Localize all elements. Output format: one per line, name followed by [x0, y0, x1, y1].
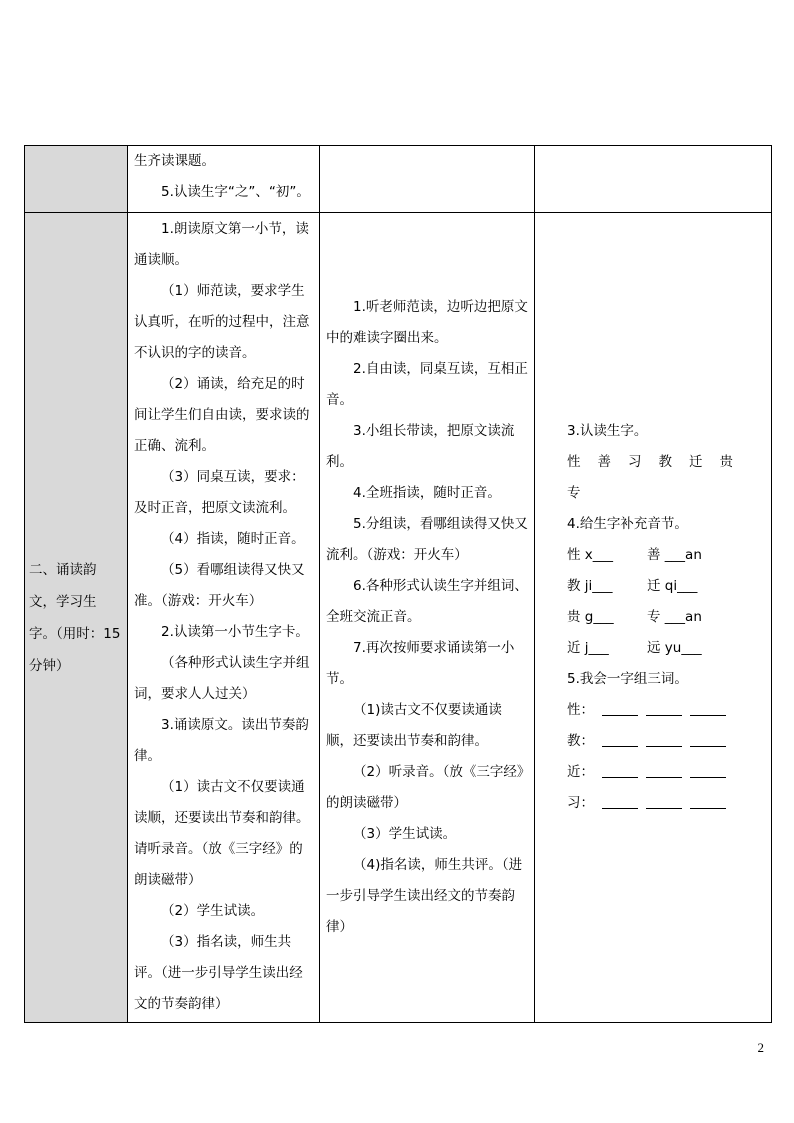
answer-blank [602, 763, 638, 778]
teacher-line: （3）指名读，师生共评。（进一步引导学生读出经文的节奏韵律） [134, 934, 303, 1012]
student-line: 2.自由读，同桌互读，互相正音。 [326, 361, 528, 408]
teacher-activity-cell [128, 146, 320, 213]
teacher-line: （1）师范读，要求学生认真听，在听的过程中，注意不认识的字的读音。 [134, 283, 310, 361]
word-row [567, 695, 765, 726]
teacher-line: （3）同桌互读，要求：及时正音，把原文读流利。 [134, 469, 305, 516]
word-char: 习： [567, 795, 594, 811]
answer-blank [690, 794, 726, 809]
table-row [25, 146, 772, 213]
word-row [567, 788, 765, 819]
pinyin-item: 迁 qi___ [647, 578, 698, 594]
student-line: 1.听老师范读，边听边把原文中的难读字圈出来。 [326, 299, 528, 346]
teacher-line: 1.朗读原文第一小节，读通读顺。 [134, 221, 309, 268]
teacher-line: （4）指读，随时正音。 [161, 531, 305, 547]
answer-blank [646, 794, 682, 809]
pinyin-item: 善 ___an [647, 547, 702, 563]
answer-blank [690, 732, 726, 747]
exercise-cell [535, 146, 772, 213]
pinyin-item: 近 j___ [567, 640, 609, 656]
student-line: 4.全班指读，随时正音。 [353, 485, 501, 501]
teacher-line: 5.认读生字“之”、“初”。 [161, 184, 310, 200]
teacher-line: （1）读古文不仅要读通读顺，还要读出节奏和韵律。请听录音。（放《三字经》的朗读磁带） [134, 779, 310, 888]
pinyin-row [567, 633, 765, 664]
student-activity-cell [320, 146, 535, 213]
word-char: 性： [567, 702, 594, 718]
teacher-line: 生齐读课题。 [134, 153, 215, 169]
pinyin-item: 贵 g___ [567, 609, 614, 625]
table-row [25, 213, 772, 1023]
teacher-line: （2）诵读，给充足的时间让学生们自由读，要求读的正确、流利。 [134, 376, 310, 454]
answer-blank [646, 763, 682, 778]
answer-blank [690, 763, 726, 778]
exercise-heading: 4.给生字补充音节。 [567, 516, 688, 532]
teacher-line: 3.诵读原文。读出节奏韵律。 [134, 717, 309, 764]
phase-label: 二、诵读韵文，学习生字。（用时：15分钟） [29, 561, 121, 674]
teacher-activity-cell [128, 213, 320, 1023]
answer-blank [646, 701, 682, 716]
teacher-line: （各种形式认读生字并组词，要求人人过关） [134, 655, 310, 702]
student-activity-cell [320, 213, 535, 1023]
exercise-cell [535, 213, 772, 1023]
page-number: 2 [757, 1040, 764, 1055]
student-line: 6.各种形式认读生字并组词、全班交流正音。 [326, 578, 528, 625]
answer-blank [690, 701, 726, 716]
student-line: 7.再次按师要求诵读第一小节。 [326, 640, 515, 687]
pinyin-item: 性 x___ [567, 547, 614, 563]
pinyin-row [567, 540, 765, 571]
word-row [567, 757, 765, 788]
pinyin-row [567, 571, 765, 602]
answer-blank [602, 794, 638, 809]
answer-blank [646, 732, 682, 747]
answer-blank [602, 701, 638, 716]
exercise-heading: 5.我会一字组三词。 [567, 671, 688, 687]
student-line: 3.小组长带读，把原文读流利。 [326, 423, 515, 470]
student-line: （2）听录音。（放《三字经》的朗读磁带） [326, 764, 524, 811]
word-char: 近： [567, 764, 594, 780]
answer-blank [602, 732, 638, 747]
teacher-line: 2.认读第一小节生字卡。 [161, 624, 309, 640]
pinyin-item: 专 ___an [647, 609, 702, 625]
student-line: （3）学生试读。 [353, 826, 457, 842]
student-line: 5.分组读，看哪组读得又快又流利。（游戏：开火车） [326, 516, 528, 563]
teacher-line: （2）学生试读。 [161, 903, 265, 919]
student-line: （1)读古文不仅要读通读顺，还要读出节奏和韵律。 [326, 702, 502, 749]
pinyin-row [567, 602, 765, 633]
student-line: （4)指名读，师生共评。（进一步引导学生读出经文的节奏韵律） [326, 857, 523, 935]
lesson-plan-table [24, 145, 772, 1023]
exercise-characters: 性善习教迁贵专 [567, 454, 750, 501]
phase-cell [25, 213, 128, 1023]
teacher-line: （5）看哪组读得又快又准。（游戏：开火车） [134, 562, 305, 609]
pinyin-item: 远 yu___ [647, 640, 702, 656]
word-char: 教： [567, 733, 594, 749]
pinyin-item: 教 ji___ [567, 578, 613, 594]
exercise-heading: 3.认读生字。 [567, 423, 648, 439]
phase-cell [25, 146, 128, 213]
word-row [567, 726, 765, 757]
